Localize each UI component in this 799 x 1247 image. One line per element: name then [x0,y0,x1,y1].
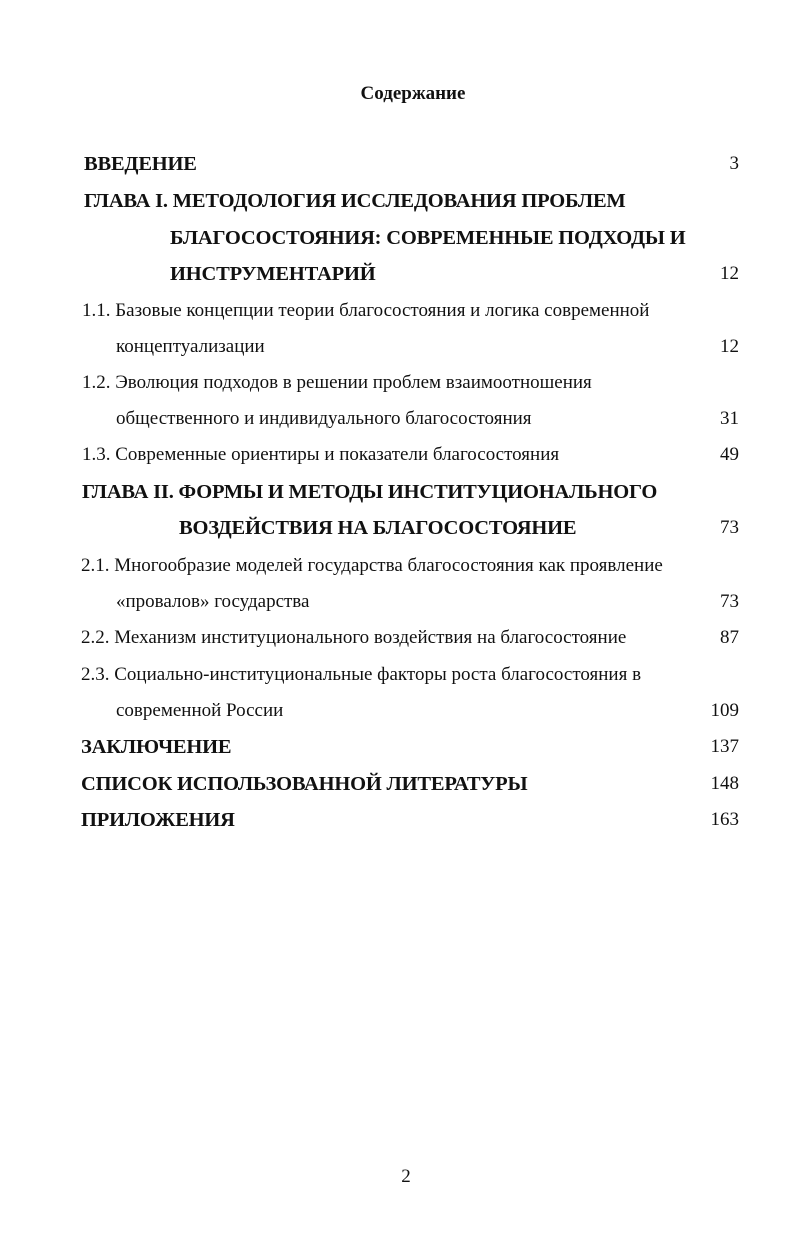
toc-entry-title: ПРИЛОЖЕНИЯ [81,809,235,831]
toc-page-number: 12 [720,336,739,357]
page-title: Содержание [360,83,466,104]
toc-entry-title-continuation: БЛАГОСОСТОЯНИЯ: СОВРЕМЕННЫЕ ПОДХОДЫ И [170,227,686,249]
toc-entry-title: 2.3. Социально-институциональные факторы роста благосостояния в [81,664,642,685]
toc-page-number: 163 [710,809,739,830]
toc-entry-title-continuation: современной России [116,700,284,721]
toc-entry-title: 1.2. Эволюция подходов в решении проблем взаимоотношения [82,372,592,393]
toc-page-number: 87 [720,627,739,648]
page-number: 2 [401,1166,411,1187]
toc-page-number: 3 [729,153,739,174]
toc-entry-title-continuation: общественного и индивидуального благосостояния [116,408,532,429]
toc-entry-title: ГЛАВА II. ФОРМЫ И МЕТОДЫ ИНСТИТУЦИОНАЛЬНОГО [82,481,658,503]
toc-page-number: 73 [720,591,739,612]
toc-entry-title-continuation: ВОЗДЕЙСТВИЯ НА БЛАГОСОСТОЯНИЕ [179,517,577,539]
toc-page-number: 109 [710,700,739,721]
toc-entry-title-continuation: концептуализации [116,336,265,357]
toc-entry-title: ГЛАВА I. МЕТОДОЛОГИЯ ИССЛЕДОВАНИЯ ПРОБЛЕМ [84,190,626,212]
toc-entry-title: 2.1. Многообразие моделей государства благосостояния как проявление [81,555,663,576]
toc-entry-title-continuation: ИНСТРУМЕНТАРИЙ [170,263,376,285]
toc-page-number: 12 [720,263,739,284]
toc-entry-title: 1.1. Базовые концепции теории благосостояния и логика современной [82,300,650,321]
toc-entry-title: 1.3. Современные ориентиры и показатели благосостояния [82,444,560,465]
toc-entry-title: ВВЕДЕНИЕ [84,153,197,175]
toc-page-number: 148 [710,773,739,794]
toc-page-number: 137 [710,736,739,757]
toc-page-number: 73 [720,517,739,538]
toc-entry-title: 2.2. Механизм институционального воздействия на благосостояние [81,627,627,648]
toc-page-number: 49 [720,444,739,465]
toc-entry-title-continuation: «провалов» государства [116,591,310,612]
toc-entry-title: СПИСОК ИСПОЛЬЗОВАННОЙ ЛИТЕРАТУРЫ [81,773,528,795]
toc-page-number: 31 [720,408,739,429]
toc-entry-title: ЗАКЛЮЧЕНИЕ [81,736,232,758]
